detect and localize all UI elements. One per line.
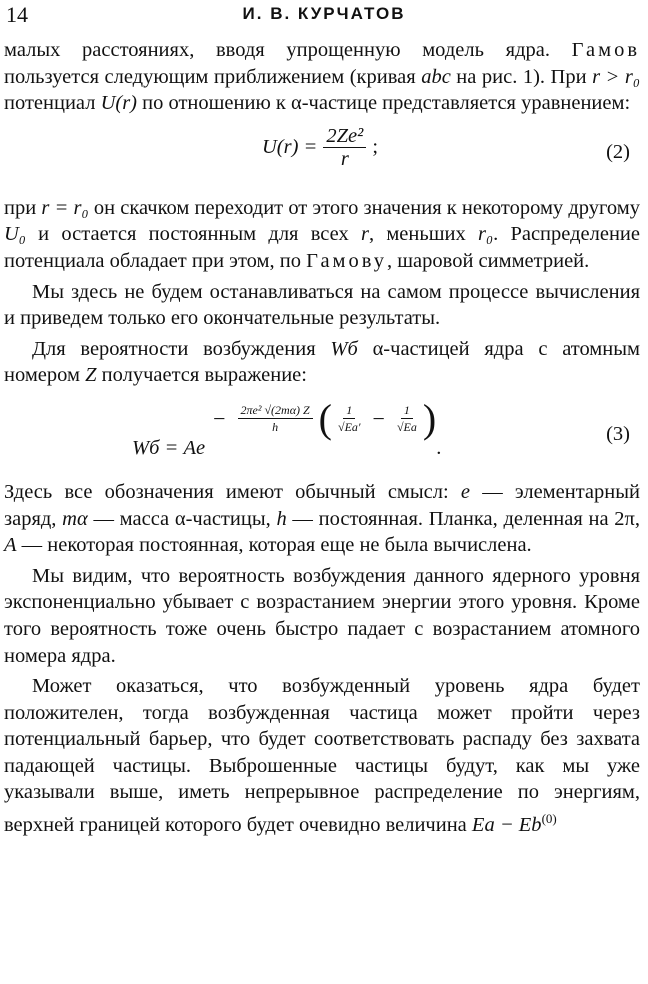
running-head: И. В. КУРЧАТОВ [242, 4, 406, 23]
paragraph-5: Здесь все обозначения имеют обычный смысл: e — элементарный заряд, mα — масса α-частицы, h — постоянная. Планка, деленная на 2π, A — некоторая постоянная, которая еще не была вычислена. [4, 480, 640, 557]
paragraph-4: Для вероятности возбуждения Wб α-частицей ядра с атомным номером Z получается выражение: [4, 337, 640, 387]
paragraph-1: малых расстояниях, вводя упрощенную модель ядра. Гамов пользуется следующим приближением (кривая abc на рис. 1). При r > r₀ потенциал U(r) по отношению к α-частице представляется уравнением: [4, 39, 641, 115]
equation-2-formula: U(r) = $\frac{\text{2Ze²}}{r}$ ; [262, 124, 379, 170]
page-number: 14 [6, 2, 28, 27]
equation-2 [4, 119, 640, 193]
equation-3-formula: Wб = Ae − $\frac{\text{2πe² √(2mα) Z}}{h}$ ( $\frac{1}{√Ea'}$ − $\frac{1}{√Ea}$ ) . [132, 395, 442, 459]
paragraph-3: Мы здесь не будем останавливаться на самом процессе вычисления и приведем только его окончательные результаты. [4, 280, 640, 330]
equation-3-number: (3) [606, 422, 630, 445]
equation-2-number: (2) [606, 140, 630, 163]
paragraph-2: при r = r₀ он скачком переходит от этого значения к некоторому другому U₀ и остается постоянным для всех r, меньших r₀. Распределение потенциала обладает при этом, по Гамову, шаровой симметрией. [4, 196, 640, 272]
paragraph-6: Мы видим, что вероятность возбуждения данного ядерного уровня экспоненциально убывает с возрастанием энергии этого уровня. Кроме того вероятность тоже очень быстро падает с возрастанием атомного номера ядра. [4, 564, 640, 667]
paragraph-7: Может оказаться, что возбужденный уровень ядра будет положителен, тогда возбужденная частица может пройти через потенциальный барьер, что будет соответствовать распаду без захвата падающей частицы. Выброшенные частицы будут, как мы уже указывали выше, иметь непрерывное распределение по энергиям, верхней границей которого будет очевидно величина $Ea - Eb^{(0)}$ [4, 675, 640, 836]
equation-3 [4, 391, 640, 477]
page-body [4, 37, 640, 838]
equation-2-fraction: $\frac{\text{2Ze²}}{r}$ [323, 125, 366, 170]
page-header [6, 2, 642, 32]
equation-3-exponent: − $\frac{\text{2πe² √(2mα) Z}}{h}$ ( $\frac{1}{√Ea'}$ − $\frac{1}{√Ea}$ ) [213, 395, 437, 441]
